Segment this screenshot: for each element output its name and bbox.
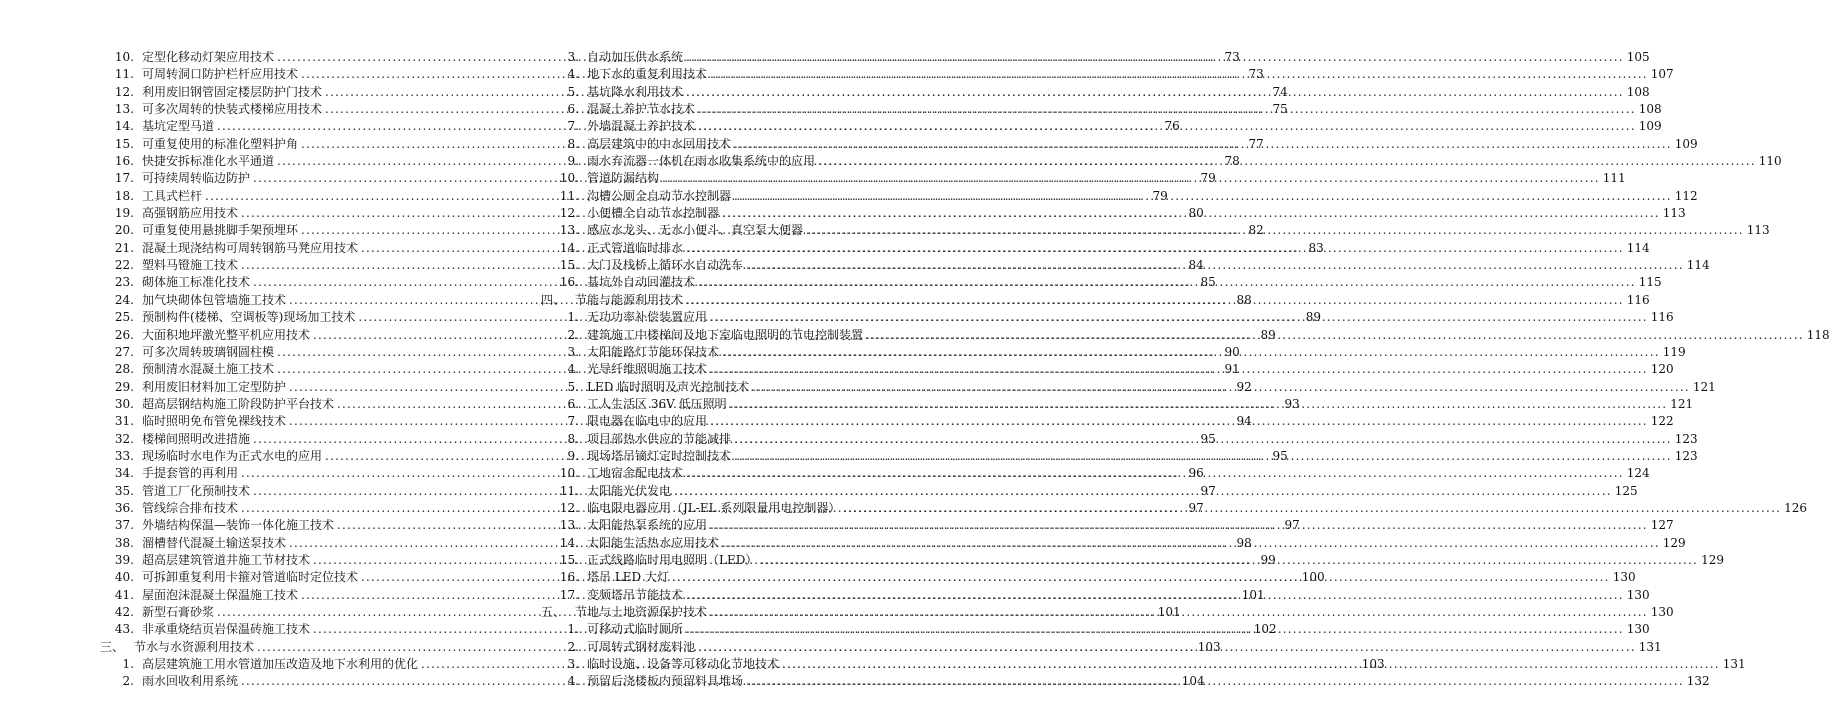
toc-entry-number: 21. [114,240,134,255]
toc-page-number: 115 [1638,275,1662,290]
toc-page-number: 89 [1260,327,1276,342]
dot-leader [731,136,1675,153]
toc-entry-number: 42. [114,605,134,619]
toc-page-number: 97 [1284,518,1300,533]
toc-entry-number: 12. [559,500,579,515]
toc-page-number: 73 [1224,50,1240,64]
toc-page-number: 130 [1650,605,1674,619]
toc-entry-title: 节地与土地资源保护技术 [575,605,708,619]
toc-entry-title: 溜槽替代混凝土输送泵技术 [142,535,287,550]
toc-entry-number: 31. [114,414,134,429]
toc-entry-number: 11. [559,483,579,498]
toc-entry-number: 16. [559,275,579,290]
dot-leader [743,673,1687,690]
toc-entry-title: 管道工厂化预制技术 [142,483,251,498]
toc-entry-title: 高强钢筋应用技术 [142,206,239,221]
toc-entry-title: 工地宿舍配电技术 [587,466,684,481]
toc-entry-number: 13. [559,223,579,238]
toc-entry-title: 楼梯间照明改进措施 [142,431,251,446]
toc-entry-title: 定型化移动灯架应用技术 [142,50,275,64]
toc-page-number: 105 [1626,50,1650,64]
toc-entry-number: 12. [114,84,134,99]
toc-page-number: 118 [1806,327,1830,342]
toc-page-number: 124 [1626,466,1650,481]
toc-entry-number: 6. [567,102,579,117]
dot-leader [683,84,1627,101]
dot-leader [731,431,1675,448]
toc-entry-number: 11. [559,188,579,203]
toc-entry-number: 39. [114,552,134,567]
dot-leader [743,257,1687,274]
dot-leader [695,639,1639,656]
toc-page-number: 122 [1650,414,1674,429]
toc-page-number: 80 [1188,206,1204,221]
dot-leader [719,535,1663,552]
toc-entry-number: 20. [114,223,134,238]
toc-page-number: 131 [1722,657,1746,672]
dot-leader [803,222,1747,239]
toc-entry-number: 23. [114,275,134,290]
dot-leader [727,396,1671,413]
dot-leader [683,240,1627,257]
toc-entry-number: 17. [559,587,579,602]
toc-entry-title: 屋面泡沫混凝土保温施工技术 [142,587,299,602]
toc-entry-number: 10. [114,50,134,64]
toc-entry-title: 预制清水混凝土施工技术 [142,362,275,377]
toc-page-number: 129 [1701,552,1724,567]
toc-entry-title: 变频塔吊节能技术 [587,587,684,602]
toc-entry-title: 利用废旧材料加工定型防护 [142,379,287,394]
toc-entry-number: 43. [114,622,134,637]
toc-page-number: 90 [1224,344,1240,359]
toc-entry-number: 4. [567,674,579,689]
toc-entry-title: 可多次周转玻璃钢圆柱模 [142,344,275,359]
toc-page-number: 85 [1200,275,1216,290]
toc-page-number: 130 [1612,570,1636,585]
toc-page-number: 78 [1224,154,1240,169]
toc-entry-number: 13. [559,518,579,533]
toc-entry-title: 基坑定型马道 [142,119,215,134]
dot-leader [815,153,1759,170]
toc-page-number: 113 [1746,223,1770,238]
dot-leader [749,379,1693,396]
dot-leader [707,309,1651,326]
toc-entry-title: 大面积地坪激光整平机应用技术 [142,327,311,342]
toc-page-number: 101 [1157,605,1181,619]
toc-entry-number: 35. [114,483,134,498]
toc-entry-number: 22. [114,258,134,273]
toc-entry-title: 太阳能光伏发电 [587,483,672,498]
toc-page-number: 110 [1758,154,1782,169]
dot-leader [707,66,1651,83]
toc-entry-number: 14. [114,119,134,134]
toc-entry-title: 现场塔吊镝灯定时控制技术 [587,448,732,463]
toc-entry-number: 36. [114,500,134,515]
toc-entry-number: 13. [114,102,134,117]
toc-entry-number: 11. [114,67,134,82]
dot-leader [779,656,1723,673]
toc-entry-title: 可周转式钢材废料池 [587,639,696,654]
toc-page-number: 103 [1361,657,1385,672]
toc-entry-title: 太阳能路灯节能环保技术 [587,344,720,359]
toc-entry-title: 可拆卸重复利用卡箍对管道临时定位技术 [142,570,359,585]
toc-entry-number: 41. [114,587,134,602]
toc-entry-number: 10. [559,171,579,186]
toc-page-number: 108 [1638,102,1662,117]
toc-entry-number: 16. [559,570,579,585]
dot-leader [659,170,1603,187]
toc-page-number: 121 [1670,396,1694,411]
toc-entry-number: 38. [114,535,134,550]
toc-entry-title: 可移动式临时厕所 [587,622,684,637]
toc-entry-title: 预留后浇楼板内预留料具堆场 [587,674,744,689]
toc-entry-number: 5. [567,84,579,99]
toc-page-number: 94 [1236,414,1252,429]
toc-entry-number: 6. [567,396,579,411]
toc-entry-title: 管线综合排布技术 [142,500,239,515]
dot-leader [683,621,1627,638]
toc-entry-title: 基坑降水利用技术 [587,84,684,99]
toc-page-number: 84 [1188,258,1204,273]
toc-page-number: 95 [1272,448,1288,463]
toc-page-number: 119 [1662,344,1686,359]
toc-page-number: 116 [1650,310,1674,325]
toc-entry-title: 雨水弃流器一体机在雨水收集系统中的应用 [587,154,816,169]
dot-leader [683,292,1627,309]
toc-entry-title: 太阳能热泵系统的应用 [587,518,708,533]
toc-entry-number: 14. [559,240,579,255]
toc-entry-title: 限电器在临电中的应用 [587,414,708,429]
toc-entry-title: LED 临时照明及声光控制技术 [587,379,750,394]
toc-entry-title: 太阳能生活热水应用技术 [587,535,720,550]
toc-entry-title: 临时照明免布管免裸线技术 [142,414,287,429]
toc-entry-number: 2. [567,327,579,342]
toc-entry-number: 3. [567,344,579,359]
toc-page-number: 112 [1674,188,1698,203]
dot-leader [731,188,1675,205]
toc-page-number: 116 [1626,292,1650,307]
toc-entry-number: 32. [114,431,134,446]
toc-entry-title: 沟槽公厕全自动节水控制器 [587,188,732,203]
toc-page-number: 113 [1662,206,1686,221]
toc-entry-number: 7. [567,119,579,134]
toc-entry-number: 14. [559,535,579,550]
toc-entry-number: 4. [567,67,579,82]
toc-entry-title: 外墙混凝土养护技术 [587,119,696,134]
toc-entry-number: 40. [114,570,134,585]
toc-page-number: 73 [1248,67,1264,82]
toc-page-number: 96 [1188,466,1204,481]
toc-page-number: 102 [1253,622,1277,637]
toc-page-number: 125 [1614,483,1638,498]
dot-leader [669,569,1613,586]
toc-entry-title: 光导纤维照明施工技术 [587,362,708,377]
toc-entry-title: 可周转洞口防护栏杆应用技术 [142,67,299,82]
toc-entry-title: 可持续周转临边防护 [142,171,251,186]
toc-entry-number: 30. [114,396,134,411]
dot-leader [695,101,1639,118]
toc-entry-title: 高层建筑施工用水管道加压改造及地下水利用的优化 [142,657,419,672]
toc-entry-title: 预制构件(楼梯、空调板等)现场加工技术 [142,310,356,325]
toc-entry-title: 高层建筑中的中水回用技术 [587,136,732,151]
toc-entry-number: 37. [114,518,134,533]
toc-entry-title: 管道防漏结构 [587,171,660,186]
toc-page-number: 129 [1662,535,1686,550]
dot-leader [707,361,1651,378]
dot-leader [683,465,1627,482]
toc-entry-title: 混凝土养护节水技术 [587,102,696,117]
toc-entry-number: 2. [567,639,579,654]
toc-page-number: 114 [1686,258,1710,273]
toc-entry-number: 15. [114,136,134,151]
toc-entry-title: 建筑施工中楼梯间及地下室临电照明的节电控制装置 [587,327,864,342]
toc-page-number: 126 [1784,500,1807,515]
toc-entry-title: 可多次周转的快装式楼梯应用技术 [142,102,323,117]
toc-page-number: 108 [1626,84,1650,99]
toc-entry-number: 8. [567,431,579,446]
toc-entry-title: 可重复使用悬挑脚手架预埋环 [142,223,299,238]
toc-page-number: 95 [1200,431,1216,446]
toc-entry-title: 超高层钢结构施工阶段防护平台技术 [142,396,335,411]
toc-page-number: 79 [1152,188,1168,203]
dot-leader [719,344,1663,361]
toc-entry-number: 29. [114,379,134,394]
toc-entry-title: 非承重烧结页岩保温砖施工技术 [142,622,311,637]
toc-entry-number: 12. [559,206,579,221]
toc-entry-title: 快捷安拆标准化水平通道 [142,154,275,169]
toc-page-number: 100 [1301,570,1325,585]
toc-page-number: 92 [1236,379,1252,394]
toc-entry-title: 塑料马镫施工技术 [142,258,239,273]
toc-entry-title: 临时设施、设备等可移动化节地技术 [587,657,780,672]
toc-page-number: 88 [1236,292,1252,307]
toc-entry-title: 工具式栏杆 [142,188,203,203]
toc-entry-title: 感应水龙头、无水小便斗、真空泵大便器 [587,223,804,238]
toc-page-number: 130 [1626,587,1650,602]
toc-entry-title: 小便槽全自动节水控制器 [587,206,720,221]
toc-entry-number: 1. [122,657,134,672]
toc-entry-number: 9. [567,448,579,463]
toc-page-number: 120 [1650,362,1674,377]
toc-page-number: 75 [1272,102,1288,117]
toc-entry-number: 2. [122,674,134,689]
toc-page-number: 76 [1164,119,1180,134]
toc-entry-title: 砌体施工标准化技术 [142,275,251,290]
toc-entry-title: 项目部热水供应的节能减排 [587,431,732,446]
toc-page-number: 127 [1650,518,1674,533]
toc-entry-title: 外墙结构保温—装饰一体化施工技术 [142,518,335,533]
toc-page-number: 130 [1626,622,1650,637]
toc-entry-number: 28. [114,362,134,377]
dot-leader [863,327,1807,344]
toc-entry-number: 19. [114,206,134,221]
toc-page-number: 114 [1626,240,1650,255]
toc-entry-title: 正式管道临时排水 [587,240,684,255]
toc-entry-number: 27. [114,344,134,359]
toc-entry-number: 24. [114,292,134,307]
toc-entry-number: 三、 [100,639,125,654]
toc-entry-number: 10. [559,466,579,481]
toc-entry-title: 新型石膏砂浆 [142,605,215,619]
toc-entry-number: 4. [567,362,579,377]
toc-entry-title: 基坑外自动回灌技术 [587,275,696,290]
toc-page-number: 89 [1305,310,1322,325]
toc-entry-title: 节水与水资源利用技术 [134,639,255,654]
toc-entry-number: 15. [559,552,579,567]
toc-entry-title: 无功功率补偿装置应用 [587,310,708,325]
toc-entry-title: 加气块砌体包管墙施工技术 [142,292,287,307]
toc-entry-title: 工人生活区 36V 低压照明 [587,396,727,411]
toc-entry-number: 17. [114,171,134,186]
dot-leader [840,500,1784,517]
toc-entry-title: 自动加压供水系统 [587,50,684,64]
dot-leader [707,604,1651,621]
toc-entry-title: 正式线路临时用电照明（LED） [587,552,758,567]
toc-entry-number: 33. [114,448,134,463]
toc-page-number: 83 [1308,240,1324,255]
dot-leader [707,413,1651,430]
toc-entry-number: 34. [114,466,134,481]
toc-page-number: 82 [1248,223,1264,238]
toc-entry-number: 3. [567,657,579,672]
toc-page-number: 123 [1674,448,1698,463]
toc-page-number: 109 [1638,119,1662,134]
toc-entry-title: 超高层建筑管道井施工节材技术 [142,552,311,567]
toc-entry-number: 26. [114,327,134,342]
toc-entry-number: 9. [567,154,579,169]
toc-entry-title: 可重复使用的标准化塑料护角 [142,136,299,151]
toc-entry-title: 混凝土现浇结构可周转钢筋马凳应用技术 [142,240,359,255]
toc-entry-number: 7. [567,414,579,429]
toc-entry-title: 节能与能源利用技术 [575,292,684,307]
toc-page-number: 131 [1638,639,1662,654]
toc-page-number: 74 [1272,84,1288,99]
toc-page-number: 99 [1260,552,1276,567]
dot-leader [683,587,1627,604]
toc-entry-number: 1. [567,622,579,637]
toc-entry-title: 手提套管的再利用 [142,466,239,481]
toc-page-number: 111 [1602,171,1626,186]
toc-entry-number: 15. [559,258,579,273]
toc-entry-number: 3. [567,50,579,64]
dot-leader [695,118,1639,135]
toc-page-number: 123 [1674,431,1698,446]
toc-page-number: 109 [1674,136,1698,151]
toc-entry-number: 18. [114,188,134,203]
toc-entry-title: 地下水的重复利用技术 [587,67,708,82]
toc-entry-title: 利用废旧钢管固定楼层防护门技术 [142,84,323,99]
toc-page-number: 91 [1224,362,1240,377]
toc-page-number: 93 [1284,396,1300,411]
toc-entry-number: 16. [114,154,134,169]
toc-entry-number: 1. [567,310,579,325]
dot-leader [731,448,1675,465]
toc-page-number: 103 [1197,639,1221,654]
toc-page-number: 107 [1650,67,1674,82]
toc-page-number: 97 [1200,483,1216,498]
toc-page-number: 132 [1686,674,1710,689]
toc-entry-number: 五、 [541,605,566,619]
dot-leader [707,517,1651,534]
toc-page-number: 101 [1241,587,1265,602]
dot-leader [671,483,1615,500]
toc-entry-number: 四、 [541,292,566,307]
toc-entry-title: 现场临时水电作为正式水电的应用 [142,448,323,463]
toc-entry-number: 25. [114,310,134,325]
toc-entry-number: 8. [567,136,579,151]
dot-leader [757,552,1701,569]
toc-page-number: 79 [1200,171,1216,186]
toc-page-number: 97 [1188,500,1204,515]
toc-entry-number: 5. [567,379,579,394]
toc-entry-title: 大门及栈桥上循环水自动洗车 [587,258,744,273]
toc-page-number: 98 [1236,535,1252,550]
toc-page-number: 77 [1248,136,1264,151]
toc-page-number: 121 [1692,379,1716,394]
dot-leader [695,274,1639,291]
toc-page-number: 104 [1181,674,1205,689]
toc-entry-title: 塔吊 LED 大灯 [587,570,669,585]
toc-entry-title: 临电限电器应用（JL-EL 系列限量用电控制器） [587,500,841,515]
dot-leader [719,205,1663,222]
toc-entry-title: 雨水回收利用系统 [142,674,239,689]
dot-leader [683,49,1627,66]
